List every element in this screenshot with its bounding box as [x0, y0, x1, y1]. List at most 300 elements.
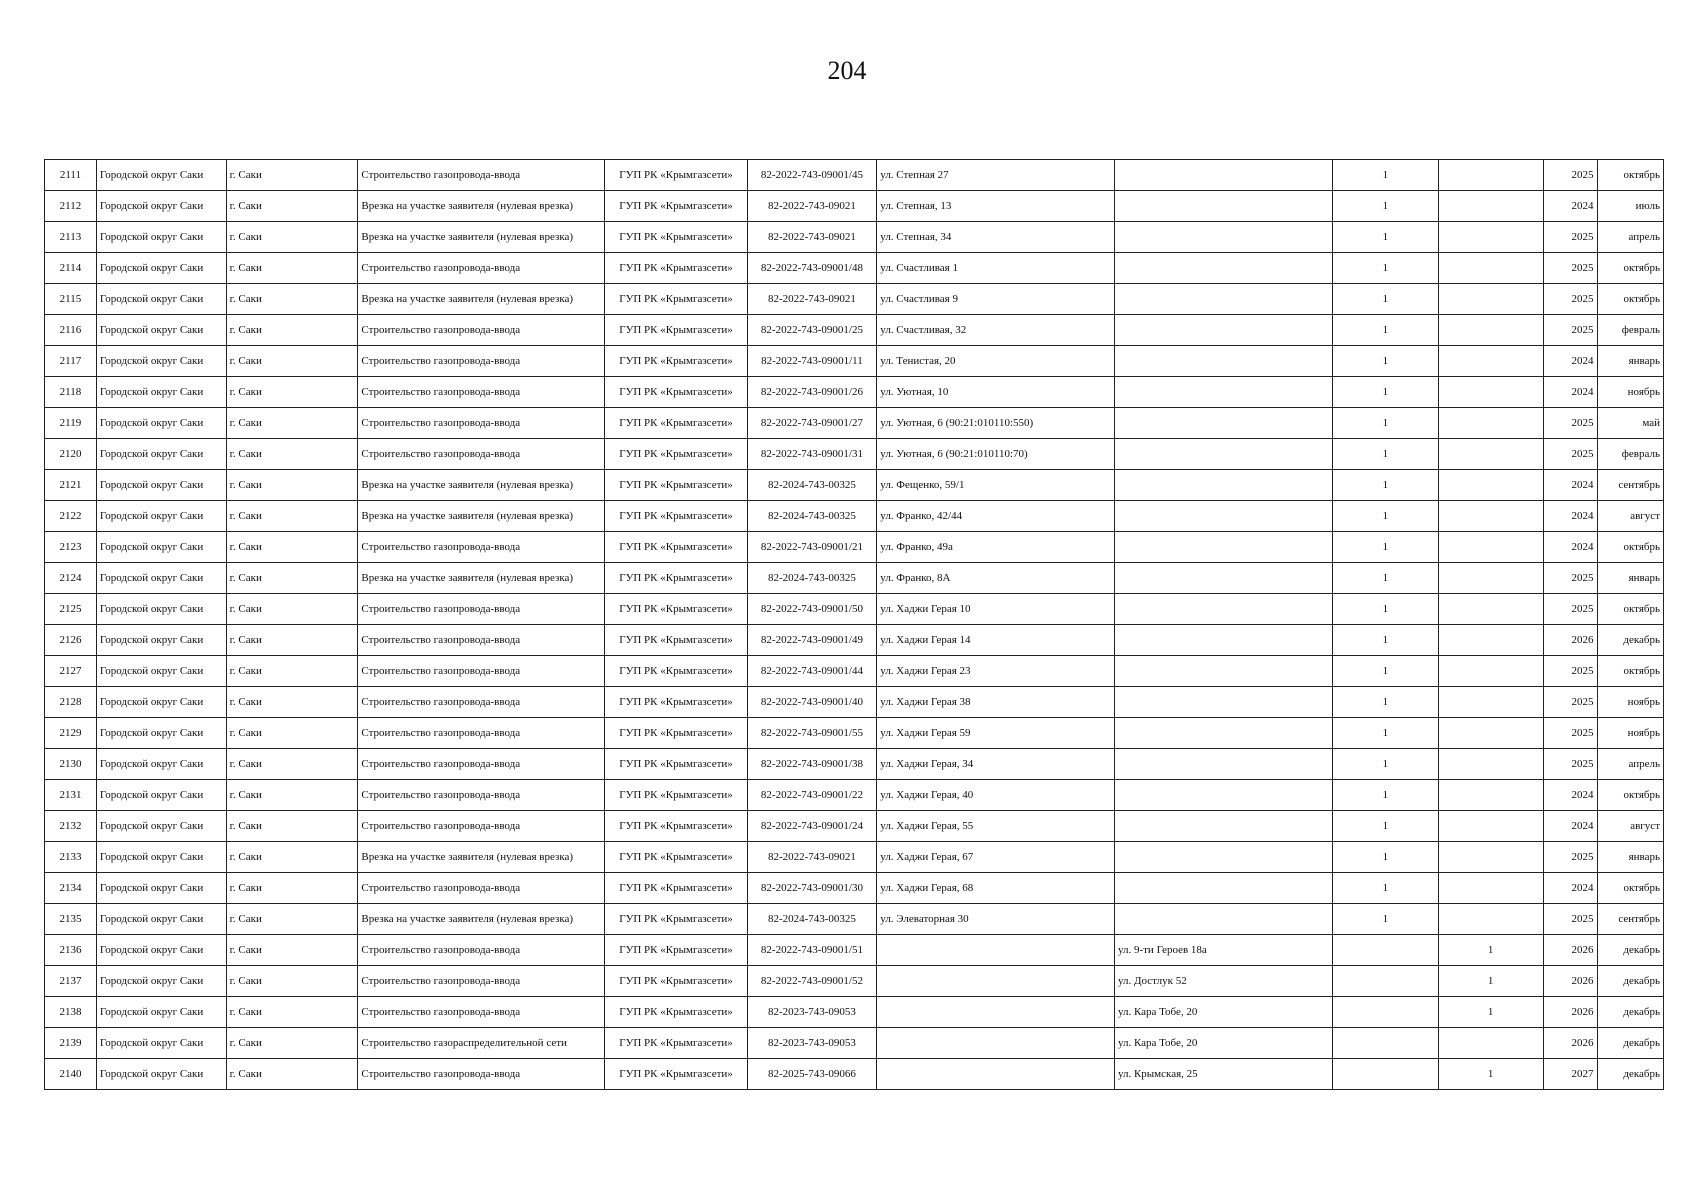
organization-cell: ГУП РК «Крымгазсети»: [605, 377, 747, 408]
municipality-cell: Городской округ Саки: [96, 749, 226, 780]
row-number-cell: 2115: [45, 284, 97, 315]
count-alt-cell: [1438, 439, 1543, 470]
count-alt-cell: [1438, 377, 1543, 408]
count-alt-cell: [1438, 594, 1543, 625]
address-cell: ул. Степная, 13: [877, 191, 1115, 222]
month-cell: октябрь: [1597, 284, 1664, 315]
address-cell: ул. Хаджи Герая, 34: [877, 749, 1115, 780]
year-cell: 2026: [1543, 997, 1597, 1028]
count-cell: 1: [1332, 346, 1438, 377]
address-cell: ул. Элеваторная 30: [877, 904, 1115, 935]
address-alt-cell: [1114, 160, 1332, 191]
locality-cell: г. Саки: [226, 749, 358, 780]
municipality-cell: Городской округ Саки: [96, 904, 226, 935]
month-cell: декабрь: [1597, 966, 1664, 997]
row-number-cell: 2118: [45, 377, 97, 408]
count-cell: 1: [1332, 904, 1438, 935]
count-cell: 1: [1332, 780, 1438, 811]
organization-cell: ГУП РК «Крымгазсети»: [605, 749, 747, 780]
municipality-cell: Городской округ Саки: [96, 935, 226, 966]
table-row: [45, 997, 1664, 1028]
organization-cell: ГУП РК «Крымгазсети»: [605, 935, 747, 966]
year-cell: 2025: [1543, 749, 1597, 780]
address-cell: ул. Тенистая, 20: [877, 346, 1115, 377]
work-type-cell: Строительство газопровода-ввода: [358, 439, 605, 470]
table-row: [45, 315, 1664, 346]
address-alt-cell: ул. Крымская, 25: [1114, 1059, 1332, 1090]
locality-cell: г. Саки: [226, 501, 358, 532]
count-alt-cell: [1438, 780, 1543, 811]
count-alt-cell: [1438, 1028, 1543, 1059]
document-number-cell: 82-2022-743-09001/30: [747, 873, 877, 904]
locality-cell: г. Саки: [226, 284, 358, 315]
address-alt-cell: ул. Достлук 52: [1114, 966, 1332, 997]
count-alt-cell: [1438, 749, 1543, 780]
row-number-cell: 2130: [45, 749, 97, 780]
locality-cell: г. Саки: [226, 811, 358, 842]
document-number-cell: 82-2022-743-09021: [747, 191, 877, 222]
document-number-cell: 82-2022-743-09001/26: [747, 377, 877, 408]
address-cell: [877, 1059, 1115, 1090]
document-number-cell: 82-2024-743-00325: [747, 470, 877, 501]
address-cell: ул. Франко, 42/44: [877, 501, 1115, 532]
count-cell: 1: [1332, 439, 1438, 470]
address-alt-cell: [1114, 191, 1332, 222]
work-type-cell: Строительство газопровода-ввода: [358, 1059, 605, 1090]
municipality-cell: Городской округ Саки: [96, 346, 226, 377]
address-cell: ул. Хаджи Герая 38: [877, 687, 1115, 718]
address-cell: [877, 997, 1115, 1028]
month-cell: январь: [1597, 842, 1664, 873]
organization-cell: ГУП РК «Крымгазсети»: [605, 625, 747, 656]
work-type-cell: Врезка на участке заявителя (нулевая врезка): [358, 284, 605, 315]
table-row: [45, 656, 1664, 687]
address-cell: ул. Хаджи Герая 59: [877, 718, 1115, 749]
count-alt-cell: [1438, 656, 1543, 687]
organization-cell: ГУП РК «Крымгазсети»: [605, 160, 747, 191]
count-cell: 1: [1332, 749, 1438, 780]
year-cell: 2025: [1543, 904, 1597, 935]
count-cell: 1: [1332, 656, 1438, 687]
organization-cell: ГУП РК «Крымгазсети»: [605, 284, 747, 315]
organization-cell: ГУП РК «Крымгазсети»: [605, 780, 747, 811]
count-cell: 1: [1332, 253, 1438, 284]
municipality-cell: Городской округ Саки: [96, 532, 226, 563]
address-alt-cell: ул. 9-ти Героев 18а: [1114, 935, 1332, 966]
address-alt-cell: [1114, 687, 1332, 718]
table-row: [45, 718, 1664, 749]
municipality-cell: Городской округ Саки: [96, 470, 226, 501]
count-cell: [1332, 997, 1438, 1028]
count-alt-cell: [1438, 904, 1543, 935]
work-type-cell: Строительство газопровода-ввода: [358, 377, 605, 408]
table-row: [45, 904, 1664, 935]
locality-cell: г. Саки: [226, 842, 358, 873]
count-alt-cell: [1438, 687, 1543, 718]
table-row: [45, 191, 1664, 222]
document-number-cell: 82-2024-743-00325: [747, 501, 877, 532]
organization-cell: ГУП РК «Крымгазсети»: [605, 718, 747, 749]
document-number-cell: 82-2022-743-09001/24: [747, 811, 877, 842]
work-type-cell: Строительство газопровода-ввода: [358, 749, 605, 780]
row-number-cell: 2116: [45, 315, 97, 346]
count-cell: 1: [1332, 563, 1438, 594]
organization-cell: ГУП РК «Крымгазсети»: [605, 873, 747, 904]
document-number-cell: 82-2022-743-09001/48: [747, 253, 877, 284]
document-number-cell: 82-2022-743-09001/50: [747, 594, 877, 625]
address-alt-cell: [1114, 594, 1332, 625]
document-number-cell: 82-2022-743-09001/55: [747, 718, 877, 749]
row-number-cell: 2128: [45, 687, 97, 718]
address-cell: ул. Степная, 34: [877, 222, 1115, 253]
address-cell: ул. Уютная, 6 (90:21:010110:550): [877, 408, 1115, 439]
address-alt-cell: ул. Кара Тобе, 20: [1114, 1028, 1332, 1059]
month-cell: февраль: [1597, 315, 1664, 346]
municipality-cell: Городской округ Саки: [96, 222, 226, 253]
row-number-cell: 2121: [45, 470, 97, 501]
year-cell: 2026: [1543, 935, 1597, 966]
row-number-cell: 2135: [45, 904, 97, 935]
work-type-cell: Врезка на участке заявителя (нулевая врезка): [358, 501, 605, 532]
month-cell: ноябрь: [1597, 687, 1664, 718]
year-cell: 2025: [1543, 439, 1597, 470]
table-row: [45, 873, 1664, 904]
organization-cell: ГУП РК «Крымгазсети»: [605, 563, 747, 594]
table-row: [45, 408, 1664, 439]
month-cell: февраль: [1597, 439, 1664, 470]
address-cell: ул. Уютная, 10: [877, 377, 1115, 408]
work-type-cell: Строительство газопровода-ввода: [358, 594, 605, 625]
year-cell: 2024: [1543, 346, 1597, 377]
organization-cell: ГУП РК «Крымгазсети»: [605, 439, 747, 470]
row-number-cell: 2119: [45, 408, 97, 439]
table-row: [45, 749, 1664, 780]
count-alt-cell: [1438, 501, 1543, 532]
month-cell: ноябрь: [1597, 377, 1664, 408]
municipality-cell: Городской округ Саки: [96, 160, 226, 191]
document-number-cell: 82-2022-743-09001/38: [747, 749, 877, 780]
address-alt-cell: [1114, 656, 1332, 687]
work-type-cell: Строительство газопровода-ввода: [358, 873, 605, 904]
locality-cell: г. Саки: [226, 253, 358, 284]
row-number-cell: 2127: [45, 656, 97, 687]
municipality-cell: Городской округ Саки: [96, 315, 226, 346]
count-cell: 1: [1332, 594, 1438, 625]
table-row: [45, 935, 1664, 966]
table-row: [45, 284, 1664, 315]
month-cell: январь: [1597, 346, 1664, 377]
address-cell: ул. Хаджи Герая 23: [877, 656, 1115, 687]
work-type-cell: Строительство газопровода-ввода: [358, 811, 605, 842]
address-cell: [877, 966, 1115, 997]
month-cell: декабрь: [1597, 935, 1664, 966]
count-cell: 1: [1332, 873, 1438, 904]
registry-table: [44, 159, 1664, 1090]
address-alt-cell: [1114, 377, 1332, 408]
work-type-cell: Строительство газопровода-ввода: [358, 780, 605, 811]
count-cell: [1332, 1059, 1438, 1090]
locality-cell: г. Саки: [226, 1028, 358, 1059]
month-cell: декабрь: [1597, 1059, 1664, 1090]
address-alt-cell: [1114, 532, 1332, 563]
address-alt-cell: [1114, 222, 1332, 253]
address-cell: ул. Фещенко, 59/1: [877, 470, 1115, 501]
row-number-cell: 2140: [45, 1059, 97, 1090]
month-cell: июль: [1597, 191, 1664, 222]
municipality-cell: Городской округ Саки: [96, 1028, 226, 1059]
municipality-cell: Городской округ Саки: [96, 842, 226, 873]
document-number-cell: 82-2022-743-09021: [747, 222, 877, 253]
organization-cell: ГУП РК «Крымгазсети»: [605, 1028, 747, 1059]
year-cell: 2025: [1543, 315, 1597, 346]
address-alt-cell: [1114, 842, 1332, 873]
municipality-cell: Городской округ Саки: [96, 656, 226, 687]
document-number-cell: 82-2022-743-09001/31: [747, 439, 877, 470]
address-cell: ул. Степная 27: [877, 160, 1115, 191]
municipality-cell: Городской округ Саки: [96, 625, 226, 656]
work-type-cell: Строительство газопровода-ввода: [358, 656, 605, 687]
work-type-cell: Строительство газопровода-ввода: [358, 346, 605, 377]
work-type-cell: Врезка на участке заявителя (нулевая врезка): [358, 904, 605, 935]
address-cell: ул. Счастливая 1: [877, 253, 1115, 284]
row-number-cell: 2126: [45, 625, 97, 656]
page-number: 204: [827, 56, 867, 85]
work-type-cell: Строительство газораспределительной сети: [358, 1028, 605, 1059]
locality-cell: г. Саки: [226, 222, 358, 253]
count-alt-cell: [1438, 563, 1543, 594]
count-alt-cell: 1: [1438, 935, 1543, 966]
row-number-cell: 2120: [45, 439, 97, 470]
row-number-cell: 2134: [45, 873, 97, 904]
document-number-cell: 82-2022-743-09001/25: [747, 315, 877, 346]
locality-cell: г. Саки: [226, 315, 358, 346]
count-alt-cell: [1438, 284, 1543, 315]
document-number-cell: 82-2022-743-09001/21: [747, 532, 877, 563]
month-cell: январь: [1597, 563, 1664, 594]
work-type-cell: Врезка на участке заявителя (нулевая врезка): [358, 563, 605, 594]
count-alt-cell: [1438, 222, 1543, 253]
table-row: [45, 966, 1664, 997]
municipality-cell: Городской округ Саки: [96, 718, 226, 749]
municipality-cell: Городской округ Саки: [96, 780, 226, 811]
municipality-cell: Городской округ Саки: [96, 966, 226, 997]
year-cell: 2025: [1543, 842, 1597, 873]
table-row: [45, 811, 1664, 842]
month-cell: август: [1597, 811, 1664, 842]
address-cell: ул. Счастливая, 32: [877, 315, 1115, 346]
count-alt-cell: [1438, 532, 1543, 563]
row-number-cell: 2131: [45, 780, 97, 811]
table-row: [45, 780, 1664, 811]
row-number-cell: 2112: [45, 191, 97, 222]
row-number-cell: 2124: [45, 563, 97, 594]
row-number-cell: 2136: [45, 935, 97, 966]
organization-cell: ГУП РК «Крымгазсети»: [605, 966, 747, 997]
count-alt-cell: [1438, 811, 1543, 842]
count-cell: 1: [1332, 625, 1438, 656]
address-alt-cell: [1114, 501, 1332, 532]
locality-cell: г. Саки: [226, 656, 358, 687]
table-row: [45, 1059, 1664, 1090]
count-alt-cell: [1438, 346, 1543, 377]
count-alt-cell: [1438, 625, 1543, 656]
locality-cell: г. Саки: [226, 408, 358, 439]
address-alt-cell: [1114, 284, 1332, 315]
municipality-cell: Городской округ Саки: [96, 439, 226, 470]
address-alt-cell: [1114, 408, 1332, 439]
locality-cell: г. Саки: [226, 625, 358, 656]
year-cell: 2024: [1543, 873, 1597, 904]
organization-cell: ГУП РК «Крымгазсети»: [605, 408, 747, 439]
work-type-cell: Строительство газопровода-ввода: [358, 966, 605, 997]
count-cell: 1: [1332, 842, 1438, 873]
table-row: [45, 563, 1664, 594]
work-type-cell: Строительство газопровода-ввода: [358, 625, 605, 656]
table-row: [45, 439, 1664, 470]
month-cell: апрель: [1597, 749, 1664, 780]
year-cell: 2026: [1543, 625, 1597, 656]
organization-cell: ГУП РК «Крымгазсети»: [605, 1059, 747, 1090]
year-cell: 2024: [1543, 532, 1597, 563]
organization-cell: ГУП РК «Крымгазсети»: [605, 346, 747, 377]
count-alt-cell: [1438, 873, 1543, 904]
address-alt-cell: [1114, 811, 1332, 842]
year-cell: 2024: [1543, 780, 1597, 811]
address-alt-cell: [1114, 780, 1332, 811]
table-row: [45, 1028, 1664, 1059]
work-type-cell: Строительство газопровода-ввода: [358, 997, 605, 1028]
municipality-cell: Городской округ Саки: [96, 594, 226, 625]
organization-cell: ГУП РК «Крымгазсети»: [605, 842, 747, 873]
row-number-cell: 2139: [45, 1028, 97, 1059]
month-cell: август: [1597, 501, 1664, 532]
year-cell: 2025: [1543, 160, 1597, 191]
table-row: [45, 501, 1664, 532]
organization-cell: ГУП РК «Крымгазсети»: [605, 687, 747, 718]
count-alt-cell: [1438, 718, 1543, 749]
year-cell: 2025: [1543, 408, 1597, 439]
count-cell: 1: [1332, 191, 1438, 222]
table-body: [45, 160, 1664, 1090]
locality-cell: г. Саки: [226, 532, 358, 563]
table-row: [45, 625, 1664, 656]
table-row: [45, 470, 1664, 501]
work-type-cell: Врезка на участке заявителя (нулевая врезка): [358, 222, 605, 253]
row-number-cell: 2132: [45, 811, 97, 842]
municipality-cell: Городской округ Саки: [96, 873, 226, 904]
document-number-cell: 82-2022-743-09001/44: [747, 656, 877, 687]
year-cell: 2025: [1543, 253, 1597, 284]
row-number-cell: 2117: [45, 346, 97, 377]
document-number-cell: 82-2022-743-09001/49: [747, 625, 877, 656]
address-alt-cell: [1114, 563, 1332, 594]
row-number-cell: 2129: [45, 718, 97, 749]
count-alt-cell: [1438, 408, 1543, 439]
count-cell: 1: [1332, 470, 1438, 501]
organization-cell: ГУП РК «Крымгазсети»: [605, 811, 747, 842]
work-type-cell: Строительство газопровода-ввода: [358, 160, 605, 191]
table-row: [45, 222, 1664, 253]
organization-cell: ГУП РК «Крымгазсети»: [605, 594, 747, 625]
count-cell: 1: [1332, 315, 1438, 346]
address-alt-cell: [1114, 470, 1332, 501]
document-number-cell: 82-2022-743-09001/11: [747, 346, 877, 377]
address-alt-cell: [1114, 315, 1332, 346]
document-number-cell: 82-2022-743-09001/27: [747, 408, 877, 439]
document-number-cell: 82-2022-743-09001/52: [747, 966, 877, 997]
organization-cell: ГУП РК «Крымгазсети»: [605, 532, 747, 563]
year-cell: 2026: [1543, 1028, 1597, 1059]
count-alt-cell: 1: [1438, 966, 1543, 997]
municipality-cell: Городской округ Саки: [96, 811, 226, 842]
count-alt-cell: [1438, 253, 1543, 284]
table-row: [45, 532, 1664, 563]
address-alt-cell: [1114, 346, 1332, 377]
count-cell: [1332, 935, 1438, 966]
table-row: [45, 253, 1664, 284]
month-cell: октябрь: [1597, 656, 1664, 687]
year-cell: 2024: [1543, 191, 1597, 222]
work-type-cell: Строительство газопровода-ввода: [358, 935, 605, 966]
work-type-cell: Строительство газопровода-ввода: [358, 532, 605, 563]
work-type-cell: Строительство газопровода-ввода: [358, 687, 605, 718]
table-row: [45, 377, 1664, 408]
row-number-cell: 2137: [45, 966, 97, 997]
address-alt-cell: [1114, 749, 1332, 780]
address-cell: ул. Счастливая 9: [877, 284, 1115, 315]
work-type-cell: Врезка на участке заявителя (нулевая врезка): [358, 470, 605, 501]
month-cell: октябрь: [1597, 160, 1664, 191]
organization-cell: ГУП РК «Крымгазсети»: [605, 222, 747, 253]
organization-cell: ГУП РК «Крымгазсети»: [605, 656, 747, 687]
month-cell: декабрь: [1597, 625, 1664, 656]
locality-cell: г. Саки: [226, 594, 358, 625]
organization-cell: ГУП РК «Крымгазсети»: [605, 253, 747, 284]
municipality-cell: Городской округ Саки: [96, 563, 226, 594]
month-cell: октябрь: [1597, 532, 1664, 563]
locality-cell: г. Саки: [226, 997, 358, 1028]
locality-cell: г. Саки: [226, 1059, 358, 1090]
address-cell: ул. Франко, 49а: [877, 532, 1115, 563]
count-cell: 1: [1332, 718, 1438, 749]
locality-cell: г. Саки: [226, 377, 358, 408]
locality-cell: г. Саки: [226, 718, 358, 749]
month-cell: октябрь: [1597, 253, 1664, 284]
work-type-cell: Строительство газопровода-ввода: [358, 718, 605, 749]
document-number-cell: 82-2025-743-09066: [747, 1059, 877, 1090]
address-cell: ул. Хаджи Герая, 68: [877, 873, 1115, 904]
year-cell: 2024: [1543, 811, 1597, 842]
address-cell: ул. Хаджи Герая 10: [877, 594, 1115, 625]
municipality-cell: Городской округ Саки: [96, 687, 226, 718]
count-cell: [1332, 1028, 1438, 1059]
count-cell: 1: [1332, 532, 1438, 563]
organization-cell: ГУП РК «Крымгазсети»: [605, 315, 747, 346]
document-number-cell: 82-2024-743-00325: [747, 904, 877, 935]
locality-cell: г. Саки: [226, 470, 358, 501]
locality-cell: г. Саки: [226, 904, 358, 935]
table-row: [45, 842, 1664, 873]
address-alt-cell: [1114, 253, 1332, 284]
month-cell: ноябрь: [1597, 718, 1664, 749]
organization-cell: ГУП РК «Крымгазсети»: [605, 470, 747, 501]
row-number-cell: 2113: [45, 222, 97, 253]
table-row: [45, 346, 1664, 377]
month-cell: декабрь: [1597, 1028, 1664, 1059]
municipality-cell: Городской округ Саки: [96, 284, 226, 315]
document-number-cell: 82-2022-743-09021: [747, 842, 877, 873]
count-alt-cell: 1: [1438, 1059, 1543, 1090]
